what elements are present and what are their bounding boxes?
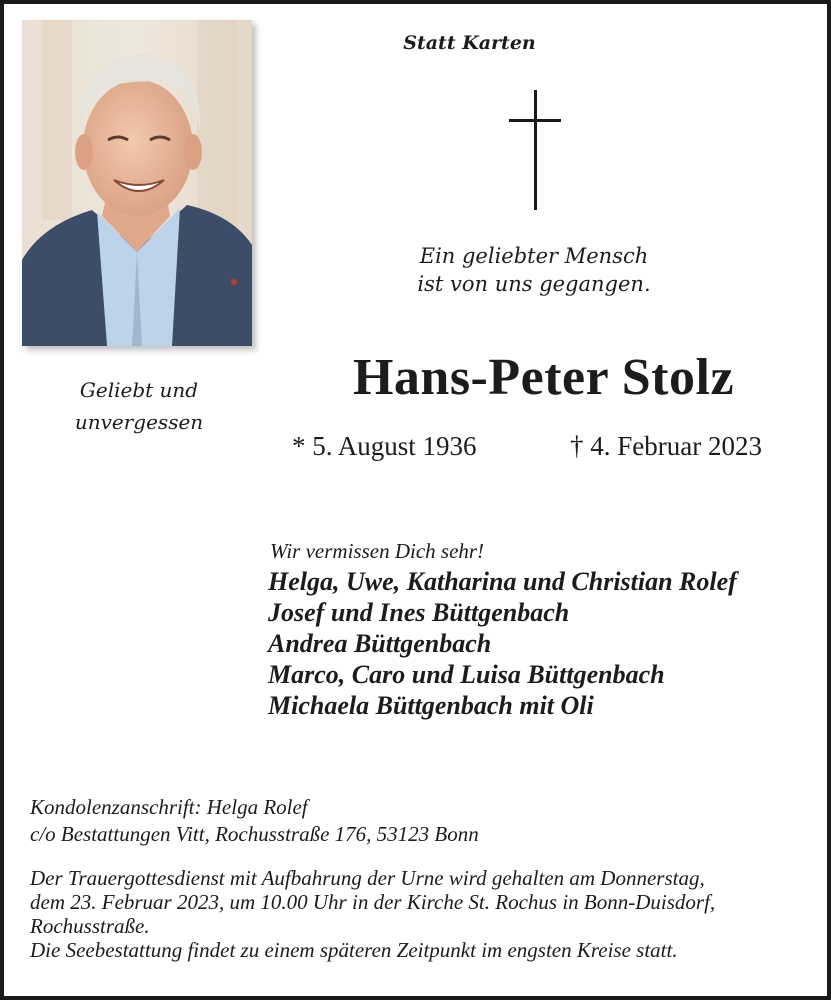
mourners-intro: Wir vermissen Dich sehr! [270, 539, 485, 563]
funeral-service-info [30, 866, 815, 962]
death-date: † 4. Februar 2023 [570, 431, 762, 461]
mourner-name: Josef und Ines Büttgenbach [268, 598, 570, 627]
service-line-1: Der Trauergottesdienst mit Aufbahrung der Urne wird gehalten am Donnerstag, [30, 866, 705, 890]
statt-karten-heading: Statt Karten [403, 32, 536, 54]
cross-icon [509, 90, 561, 210]
mourners-list [268, 566, 737, 721]
quote-line-2: ist von uns gegangen. [417, 272, 651, 296]
mourner-name: Andrea Büttgenbach [268, 629, 492, 658]
obituary-notice [4, 4, 827, 996]
mourner-name: Michaela Büttgenbach mit Oli [268, 691, 594, 720]
quote-line-1: Ein geliebter Mensch [419, 244, 649, 268]
dedication-line-2: unvergessen [74, 410, 204, 434]
memorial-quote [374, 242, 694, 298]
mourner-name: Marco, Caro und Luisa Büttgenbach [268, 660, 665, 689]
mourner-name: Helga, Uwe, Katharina und Christian Rolef [268, 567, 737, 596]
condolence-line-1: Kondolenzanschrift: Helga Rolef [30, 795, 308, 819]
side-dedication [34, 374, 244, 438]
portrait-photo [22, 20, 252, 346]
condolence-line-2: c/o Bestattungen Vitt, Rochusstraße 176, 53123 Bonn [30, 822, 479, 846]
portrait-illustration [22, 20, 252, 346]
service-line-2: dem 23. Februar 2023, um 10.00 Uhr in der Kirche St. Rochus in Bonn-Duisdorf, [30, 890, 716, 914]
condolence-address [30, 794, 810, 848]
birth-date: * 5. August 1936 [292, 431, 477, 461]
service-line-3: Rochusstraße. [30, 914, 150, 938]
dedication-line-1: Geliebt und [79, 378, 199, 402]
deceased-name: Hans-Peter Stolz [352, 349, 735, 406]
service-line-4: Die Seebestattung findet zu einem späteren Zeitpunkt im engsten Kreise statt. [30, 938, 678, 962]
